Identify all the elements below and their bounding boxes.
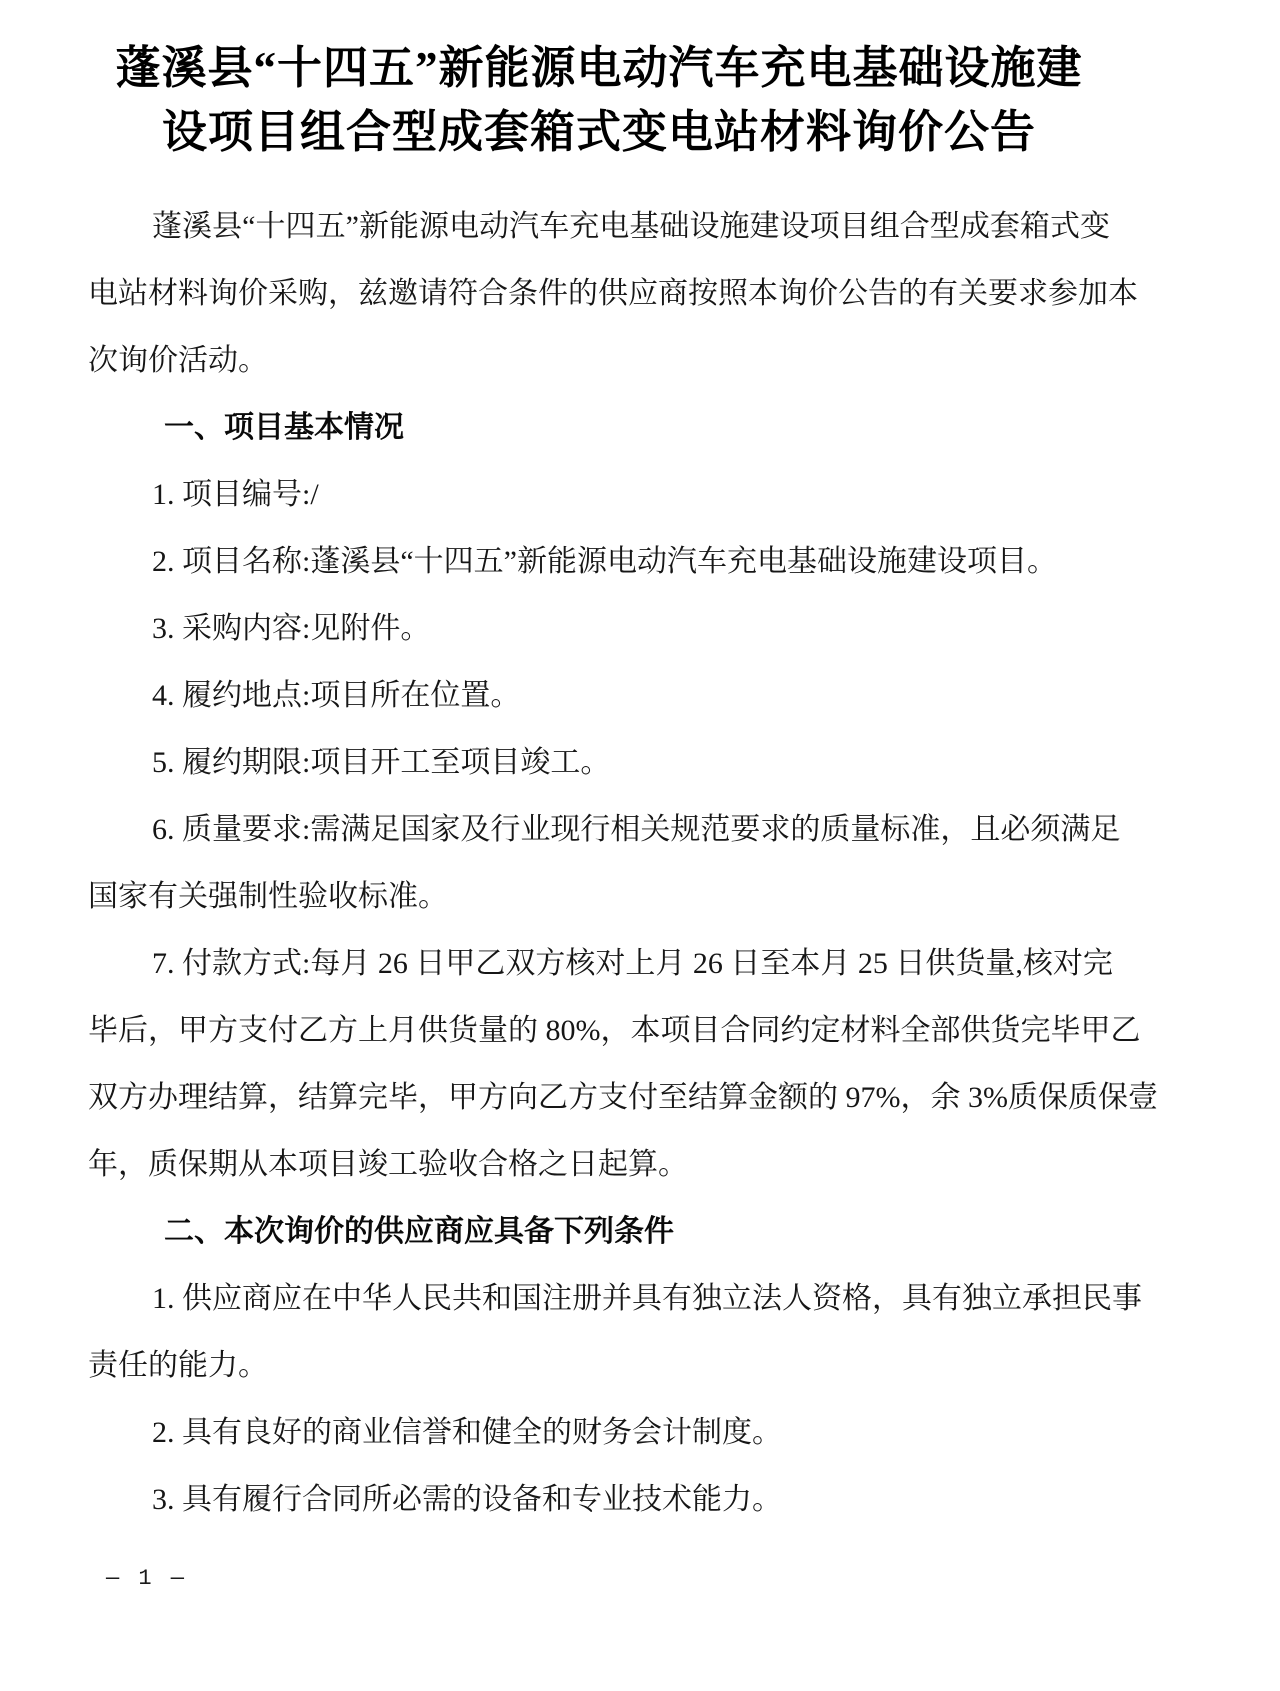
page-number: — 1 — (106, 1566, 188, 1591)
document-title-line-2: 设项目组合型成套箱式变电站材料询价公告 (161, 107, 1036, 157)
text-line: 责任的能力。 (88, 1349, 268, 1382)
text-line: 1. 项目编号:/ (152, 478, 319, 511)
text-line: 国家有关强制性验收标准。 (88, 880, 448, 913)
text-line: 3. 采购内容:见附件。 (152, 612, 431, 645)
section-heading: 二、本次询价的供应商应具备下列条件 (164, 1215, 674, 1248)
text-line: 3. 具有履行合同所必需的设备和专业技术能力。 (152, 1483, 782, 1516)
text-line: 年，质保期从本项目竣工验收合格之日起算。 (88, 1148, 688, 1181)
text-line: 2. 具有良好的商业信誉和健全的财务会计制度。 (152, 1416, 782, 1449)
text-line: 4. 履约地点:项目所在位置。 (152, 679, 521, 712)
text-line: 蓬溪县“十四五”新能源电动汽车充电基础设施建设项目组合型成套箱式变 (152, 210, 1110, 243)
text-line: 次询价活动。 (88, 344, 268, 377)
section-heading: 一、项目基本情况 (164, 411, 404, 444)
text-line: 2. 项目名称:蓬溪县“十四五”新能源电动汽车充电基础设施建设项目。 (152, 545, 1057, 578)
text-line: 毕后，甲方支付乙方上月供货量的 80%，本项目合同约定材料全部供货完毕甲乙 (88, 1014, 1141, 1047)
document-content (88, 36, 1158, 1533)
document-title (88, 36, 1110, 164)
text-line: 电站材料询价采购，兹邀请符合条件的供应商按照本询价公告的有关要求参加本 (88, 277, 1138, 310)
text-line: 5. 履约期限:项目开工至项目竣工。 (152, 746, 611, 779)
document-body (88, 193, 1158, 1533)
text-line: 1. 供应商应在中华人民共和国注册并具有独立法人资格，具有独立承担民事 (152, 1282, 1142, 1315)
document-title-line-1: 蓬溪县“十四五”新能源电动汽车充电基础设施建 (115, 43, 1083, 93)
text-line: 双方办理结算，结算完毕，甲方向乙方支付至结算金额的 97%，余 3%质保质保壹 (88, 1081, 1158, 1114)
text-line: 6. 质量要求:需满足国家及行业现行相关规范要求的质量标准，且必须满足 (152, 813, 1121, 846)
text-line: 7. 付款方式:每月 26 日甲乙双方核对上月 26 日至本月 25 日供货量,核对完 (152, 947, 1113, 980)
